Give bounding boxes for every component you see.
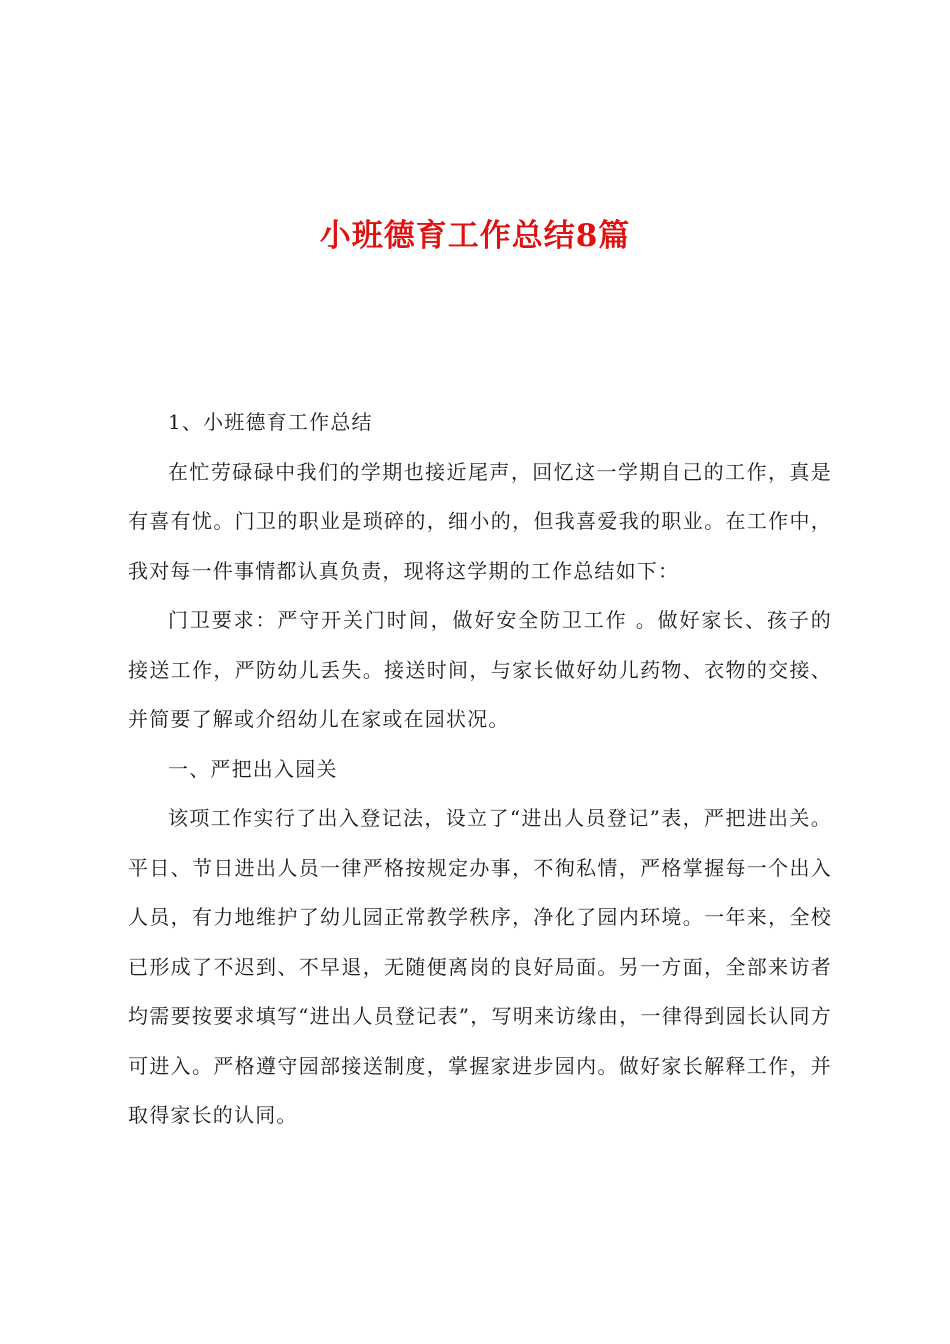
body-paragraph: 该项工作实行了出入登记法，设立了“进出人员登记”表，严把进出关。平日、节日进出人员一律严格按规定办事，不徇私情，严格掌握每一个出入人员，有力地维护了幼儿园正常教学秩序，净化了园内环境。一年来，全校已形成了不迟到、不早退，无随便离岗的良好局面。另一方面，全部来访者均需要按要求填写“进出人员登记表”，写明来访缘由，一律得到园长认同方可进入。严格遵守园部接送制度，掌握家进步园内。做好家长解释工作，并取得家长的认同。 [128, 806, 832, 1127]
section-heading: 一、严把出入园关 [168, 756, 338, 781]
document-title: 小班德育工作总结8篇 [319, 218, 631, 254]
body-paragraph: 在忙劳碌碌中我们的学期也接近尾声，回忆这一学期自己的工作，真是有喜有忧。门卫的职业是琐碎的，细小的，但我喜爱我的职业。在工作中，我对每一件事情都认真负责，现将这学期的工作总结如下： [128, 459, 832, 583]
section-heading: 1、小班德育工作总结 [168, 410, 373, 434]
document-body [128, 398, 832, 1141]
body-paragraph: 门卫要求：严守开关门时间，做好安全防卫工作 。做好家长、孩子的接送工作，严防幼儿丢失。接送时间，与家长做好幼儿药物、衣物的交接、并简要了解或介绍幼儿在家或在园状况。 [128, 608, 832, 731]
